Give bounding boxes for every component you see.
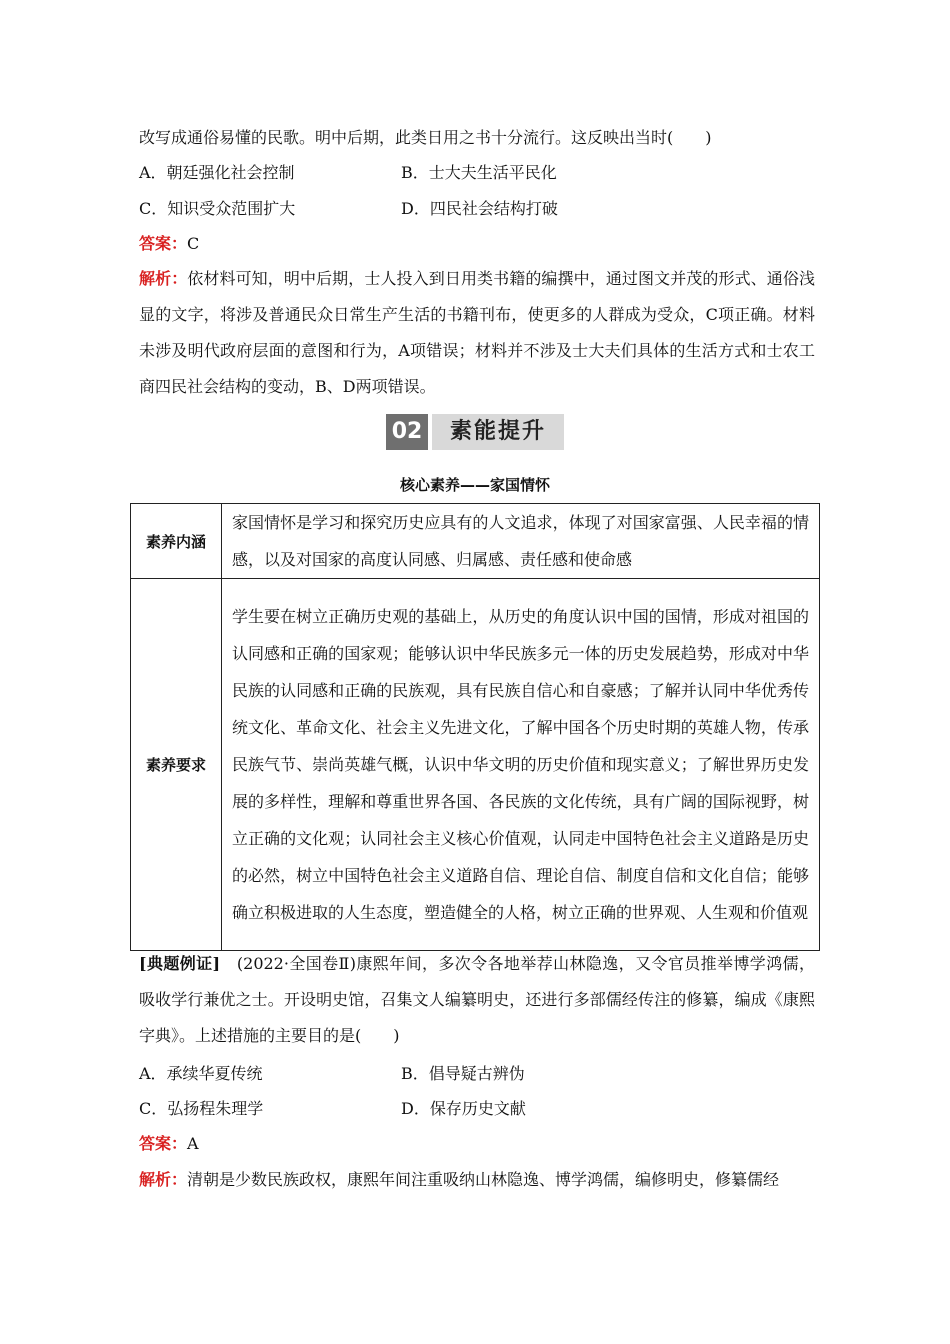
answer-label: 答案：: [139, 1134, 188, 1153]
analysis-text: 清朝是少数民族政权，康熙年间注重吸纳山林隐逸、博学鸿儒，编修明史，修纂儒经: [187, 1170, 780, 1189]
row-label: 素养内涵: [131, 504, 222, 579]
q1-answer: [139, 234, 199, 254]
q2-option-a: A．承续华夏传统: [139, 1064, 263, 1083]
analysis-label: 解析：: [139, 269, 188, 288]
section-title: 素能提升: [432, 414, 564, 450]
table-caption: 核心素养——家国情怀: [399, 476, 550, 494]
q1-option-a: A．朝廷强化社会控制: [139, 163, 295, 182]
q2-tag: [典题例证]: [139, 954, 221, 973]
q1-analysis: [139, 261, 815, 405]
section-banner: [386, 414, 566, 450]
row-label: 素养要求: [131, 579, 222, 951]
q1-option-d: D．四民社会结构打破: [401, 199, 558, 218]
q2-answer: [139, 1134, 199, 1154]
q2-stem: [139, 946, 815, 1054]
q2-option-c: C．弘扬程朱理学: [139, 1099, 264, 1118]
q1-option-c: C．知识受众范围扩大: [139, 199, 296, 218]
q1-option-b: B．士大夫生活平民化: [401, 163, 557, 182]
analysis-text: 依材料可知，明中后期，士人投入到日用类书籍的编撰中，通过图文并茂的形式、通俗浅显的文字，将涉及普通民众日常生产生活的书籍刊布，使更多的人群成为受众，C项正确。材料未涉及明代政府层面的意图和行为，A项错误；材料并不涉及士大夫们具体的生活方式和士农工商四民社会结构的变动，B、D两项错误。: [139, 269, 815, 396]
q2-option-b: B．倡导疑古辨伪: [401, 1064, 525, 1083]
table-row: [131, 579, 820, 951]
q1-stem-tail: 改写成通俗易懂的民歌。明中后期，此类日用之书十分流行。这反映出当时( ): [139, 128, 712, 147]
q2-option-d: D．保存历史文献: [401, 1099, 526, 1118]
section-number: 02: [386, 414, 428, 450]
literacy-table: [130, 503, 820, 951]
row-content: 家国情怀是学习和探究历史应具有的人文追求，体现了对国家富强、人民幸福的情感，以及对国家的高度认同感、归属感、责任感和使命感: [222, 504, 820, 579]
answer-value: C: [187, 234, 200, 253]
answer-value: A: [187, 1134, 199, 1153]
answer-label: 答案：: [139, 234, 188, 253]
q2-stem-text: (2022·全国卷Ⅱ)康熙年间，多次令各地举荐山林隐逸，又令官员推举博学鸿儒，吸收学行兼优之士。开设明史馆，召集文人编纂明史，还进行多部儒经传注的修纂，编成《康熙字典》。上述措施的主要目的是( ): [139, 954, 815, 1045]
table-row: [131, 504, 820, 579]
q2-analysis: [139, 1162, 815, 1198]
analysis-label: 解析：: [139, 1170, 188, 1189]
row-content: 学生要在树立正确历史观的基础上，从历史的角度认识中国的国情，形成对祖国的认同感和正确的国家观；能够认识中华民族多元一体的历史发展趋势，形成对中华民族的认同感和正确的民族观，具有民族自信心和自豪感；了解并认同中华优秀传统文化、革命文化、社会主义先进文化，了解中国各个历史时期的英雄人物，传承民族气节、崇尚英雄气概，认识中华文明的历史价值和现实意义；了解世界历史发展的多样性，理解和尊重世界各国、各民族的文化传统，具有广阔的国际视野，树立正确的文化观；认同社会主义核心价值观，认同走中国特色社会主义道路是历史的必然，树立中国特色社会主义道路自信、理论自信、制度自信和文化自信；能够确立积极进取的人生态度，塑造健全的人格，树立正确的世界观、人生观和价值观: [222, 579, 820, 951]
